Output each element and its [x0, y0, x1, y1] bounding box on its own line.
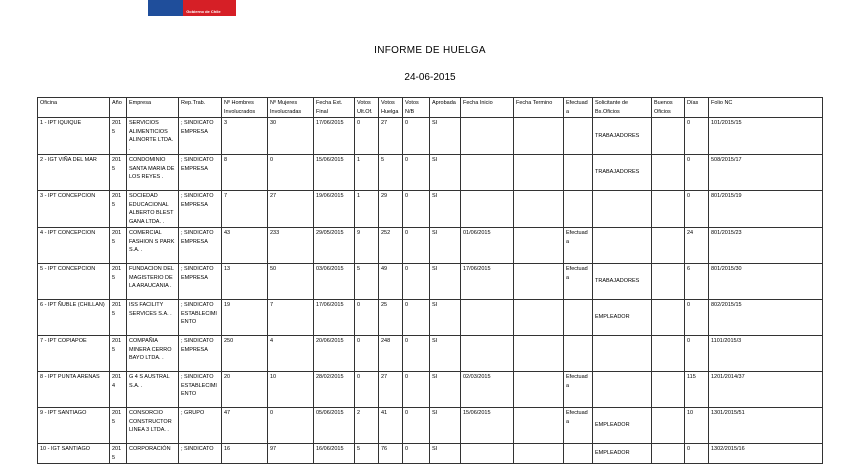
- table-cell: 7: [268, 300, 314, 336]
- table-cell: 10: [685, 408, 709, 444]
- table-cell: 1: [355, 191, 379, 228]
- column-header: Buenos Oficios: [652, 98, 685, 118]
- table-cell: [514, 408, 564, 444]
- table-cell: SI: [430, 300, 461, 336]
- table-cell: ; SINDICATO ESTABLECIMIENTO: [179, 300, 222, 336]
- table-cell: ; SINDICATO EMPRESA: [179, 336, 222, 372]
- table-cell: 01/06/2015: [461, 228, 514, 264]
- table-cell: 27: [268, 191, 314, 228]
- table-cell: [652, 372, 685, 408]
- column-header: Votos Ult.Of.: [355, 98, 379, 118]
- table-cell: 5: [379, 155, 403, 191]
- table-cell: [652, 191, 685, 228]
- table-cell: [461, 155, 514, 191]
- table-cell: [514, 191, 564, 228]
- table-cell: [461, 191, 514, 228]
- logo-blue-block: [148, 0, 183, 16]
- table-row: [38, 264, 823, 300]
- strike-report-table: [37, 97, 823, 464]
- table-cell: 1201/2014/37: [709, 372, 823, 408]
- table-cell: 0: [355, 336, 379, 372]
- table-cell: [461, 300, 514, 336]
- table-cell: 28/02/2015: [314, 372, 355, 408]
- table-row: [38, 408, 823, 444]
- table-cell: 6: [685, 264, 709, 300]
- table-cell: SI: [430, 155, 461, 191]
- column-header: Días: [685, 98, 709, 118]
- table-cell: 2: [355, 408, 379, 444]
- table-cell: 0: [403, 155, 430, 191]
- table-cell: 0: [403, 372, 430, 408]
- table-cell: EMPLEADOR: [593, 408, 652, 444]
- table-cell: TRABAJADORES: [593, 118, 652, 155]
- table-cell: 6 - IPT ÑUBLE (CHILLAN): [38, 300, 110, 336]
- table-cell: 0: [355, 372, 379, 408]
- table-cell: [652, 118, 685, 155]
- table-cell: 19/06/2015: [314, 191, 355, 228]
- table-cell: Efectuada: [564, 408, 593, 444]
- report-date: 24-06-2015: [404, 72, 456, 83]
- table-cell: 0: [403, 264, 430, 300]
- table-cell: 2014: [110, 372, 127, 408]
- table-cell: 10: [268, 372, 314, 408]
- table-cell: 2015: [110, 228, 127, 264]
- table-cell: 9 - IPT SANTIAGO: [38, 408, 110, 444]
- table-cell: CORPORACIÓN: [127, 444, 179, 464]
- table-cell: 49: [379, 264, 403, 300]
- table-cell: 0: [685, 155, 709, 191]
- column-header: Oficina: [38, 98, 110, 118]
- table-cell: [514, 155, 564, 191]
- column-header: Solicitante de Bs.Oficios: [593, 98, 652, 118]
- table-cell: 47: [222, 408, 268, 444]
- table-cell: SI: [430, 191, 461, 228]
- column-header: Rep.Trab.: [179, 98, 222, 118]
- table-cell: CONSORCIO CONSTRUCTOR LINEA 3 LTDA. .: [127, 408, 179, 444]
- table-row: [38, 155, 823, 191]
- table-cell: 0: [403, 300, 430, 336]
- table-row: [38, 300, 823, 336]
- table-cell: 233: [268, 228, 314, 264]
- table-cell: 8 - IPT PUNTA ARENAS: [38, 372, 110, 408]
- table-cell: 29/05/2015: [314, 228, 355, 264]
- column-header: Aprobada: [430, 98, 461, 118]
- table-cell: 1101/2015/3: [709, 336, 823, 372]
- table-cell: 0: [685, 118, 709, 155]
- table-cell: 02/03/2015: [461, 372, 514, 408]
- table-cell: 16/06/2015: [314, 444, 355, 464]
- table-cell: [593, 336, 652, 372]
- table-cell: [461, 118, 514, 155]
- table-cell: [593, 372, 652, 408]
- table-cell: 801/2015/30: [709, 264, 823, 300]
- table-cell: 17/06/2015: [314, 118, 355, 155]
- table-cell: 1302/2015/16: [709, 444, 823, 464]
- report-title: INFORME DE HUELGA: [374, 45, 486, 56]
- table-cell: [514, 118, 564, 155]
- table-cell: 508/2015/17: [709, 155, 823, 191]
- logo-red-block: [183, 0, 236, 16]
- column-header: Nº Hombres Involucrados: [222, 98, 268, 118]
- table-cell: 2015: [110, 264, 127, 300]
- table-cell: 5: [355, 444, 379, 464]
- table-cell: 2015: [110, 300, 127, 336]
- column-header: Empresa: [127, 98, 179, 118]
- table-cell: 1: [355, 155, 379, 191]
- table-cell: 25: [379, 300, 403, 336]
- column-header: Votos Huelga: [379, 98, 403, 118]
- table-cell: 16: [222, 444, 268, 464]
- table-cell: 19: [222, 300, 268, 336]
- table-cell: [652, 228, 685, 264]
- table-cell: 43: [222, 228, 268, 264]
- table-cell: 0: [355, 118, 379, 155]
- table-cell: 0: [268, 408, 314, 444]
- table-cell: 0: [685, 300, 709, 336]
- table-cell: SI: [430, 372, 461, 408]
- column-header: Efectuada: [564, 98, 593, 118]
- table-body: [38, 118, 823, 464]
- table-cell: ; SINDICATO EMPRESA: [179, 264, 222, 300]
- table-cell: 2015: [110, 118, 127, 155]
- table-cell: G 4 S AUSTRAL S.A. .: [127, 372, 179, 408]
- table-cell: 15/06/2015: [314, 155, 355, 191]
- table-cell: 10 - IGT SANTIAGO: [38, 444, 110, 464]
- table-cell: 250: [222, 336, 268, 372]
- column-header: Nº Mujeres Involucradas: [268, 98, 314, 118]
- table-cell: Efectuada: [564, 228, 593, 264]
- logo-text: Gobierno de Chile: [186, 9, 221, 14]
- table-cell: ; SINDICATO EMPRESA: [179, 155, 222, 191]
- table-cell: [652, 155, 685, 191]
- table-cell: 29: [379, 191, 403, 228]
- table-cell: 101/2015/15: [709, 118, 823, 155]
- table-cell: ; SINDICATO EMPRESA: [179, 191, 222, 228]
- table-cell: SOCIEDAD EDUCACIONAL ALBERTO BLEST GANA LTDA. .: [127, 191, 179, 228]
- table-cell: ; GRUPO: [179, 408, 222, 444]
- table-cell: [564, 300, 593, 336]
- table-cell: 5: [355, 264, 379, 300]
- table-cell: 1 - IPT IQUIQUE: [38, 118, 110, 155]
- table-cell: 2015: [110, 336, 127, 372]
- table-row: [38, 228, 823, 264]
- table-cell: SI: [430, 228, 461, 264]
- column-header: Fecha Termino: [514, 98, 564, 118]
- table-cell: [514, 264, 564, 300]
- table-cell: [514, 372, 564, 408]
- table-cell: 801/2015/23: [709, 228, 823, 264]
- table-row: [38, 118, 823, 155]
- table-header-row: [38, 98, 823, 118]
- table-cell: 17/06/2015: [461, 264, 514, 300]
- column-header: Votos N/B: [403, 98, 430, 118]
- table-cell: 802/2015/15: [709, 300, 823, 336]
- table-cell: 3 - IPT CONCEPCION: [38, 191, 110, 228]
- table-cell: 41: [379, 408, 403, 444]
- table-cell: 0: [403, 336, 430, 372]
- table-cell: 0: [403, 228, 430, 264]
- table-cell: 05/06/2015: [314, 408, 355, 444]
- table-row: [38, 372, 823, 408]
- table-cell: SI: [430, 408, 461, 444]
- table-cell: 5 - IPT CONCEPCION: [38, 264, 110, 300]
- table-cell: 03/06/2015: [314, 264, 355, 300]
- column-header: Folio NC: [709, 98, 823, 118]
- table-cell: Efectuada: [564, 264, 593, 300]
- table-cell: [564, 155, 593, 191]
- table-cell: [652, 300, 685, 336]
- table-cell: [514, 228, 564, 264]
- table-cell: 2 - IGT VIÑA DEL MAR: [38, 155, 110, 191]
- table-cell: [564, 118, 593, 155]
- table-cell: 20/06/2015: [314, 336, 355, 372]
- column-header: Año: [110, 98, 127, 118]
- table-cell: ; SINDICATO EMPRESA: [179, 228, 222, 264]
- column-header: Fecha Inicio: [461, 98, 514, 118]
- table-cell: 15/06/2015: [461, 408, 514, 444]
- table-cell: 0: [685, 444, 709, 464]
- table-cell: 0: [268, 155, 314, 191]
- table-cell: 24: [685, 228, 709, 264]
- table-cell: 248: [379, 336, 403, 372]
- table-cell: SI: [430, 336, 461, 372]
- table-cell: [652, 408, 685, 444]
- table-cell: SERVICIOS ALIMENTICIOS ALINORTE LTDA. .: [127, 118, 179, 155]
- table-cell: ; SINDICATO EMPRESA: [179, 118, 222, 155]
- table-cell: SI: [430, 118, 461, 155]
- table-cell: 27: [379, 118, 403, 155]
- table-cell: 2015: [110, 444, 127, 464]
- table-cell: SI: [430, 444, 461, 464]
- table-cell: 20: [222, 372, 268, 408]
- table-cell: COMERCIAL FASHION S PARK S.A. .: [127, 228, 179, 264]
- table-cell: TRABAJADORES: [593, 155, 652, 191]
- table-cell: 0: [355, 300, 379, 336]
- table-cell: 115: [685, 372, 709, 408]
- table-cell: 97: [268, 444, 314, 464]
- table-cell: 0: [403, 444, 430, 464]
- table-cell: COMPAÑIA MINERA CERRO BAYO LTDA. .: [127, 336, 179, 372]
- table-cell: 9: [355, 228, 379, 264]
- table-cell: 801/2015/19: [709, 191, 823, 228]
- table-cell: EMPLEADOR: [593, 444, 652, 464]
- table-cell: [564, 444, 593, 464]
- column-header: Fecha Ext. Final: [314, 98, 355, 118]
- table-cell: [652, 444, 685, 464]
- table-cell: 7: [222, 191, 268, 228]
- table-cell: 0: [403, 408, 430, 444]
- table-cell: 2015: [110, 408, 127, 444]
- gobierno-logo: [148, 0, 236, 16]
- table-cell: SI: [430, 264, 461, 300]
- table-cell: [514, 300, 564, 336]
- table-cell: EMPLEADOR: [593, 300, 652, 336]
- table-cell: [564, 191, 593, 228]
- table-cell: 50: [268, 264, 314, 300]
- table-cell: [593, 191, 652, 228]
- table-cell: 0: [685, 191, 709, 228]
- table-cell: ; SINDICATO ESTABLECIMIENTO: [179, 372, 222, 408]
- table-cell: FUNDACION DEL MAGISTERIO DE LA ARAUCANIA .: [127, 264, 179, 300]
- table-cell: 252: [379, 228, 403, 264]
- table-cell: 4: [268, 336, 314, 372]
- table-cell: 2015: [110, 155, 127, 191]
- table-cell: CONDOMINIO SANTA MARIA DE LOS REYES .: [127, 155, 179, 191]
- table-cell: 2015: [110, 191, 127, 228]
- table-cell: 76: [379, 444, 403, 464]
- table-row: [38, 444, 823, 464]
- table-cell: [652, 264, 685, 300]
- table-cell: 0: [685, 336, 709, 372]
- table-cell: 4 - IPT CONCEPCION: [38, 228, 110, 264]
- table-cell: Efectuada: [564, 372, 593, 408]
- table-row: [38, 191, 823, 228]
- table-cell: 7 - IPT COPIAPOE: [38, 336, 110, 372]
- table-cell: 1301/2015/51: [709, 408, 823, 444]
- table-cell: [514, 336, 564, 372]
- table-cell: [461, 444, 514, 464]
- table-cell: 13: [222, 264, 268, 300]
- table-cell: 0: [403, 118, 430, 155]
- table-cell: [461, 336, 514, 372]
- table-cell: [593, 228, 652, 264]
- table-cell: 30: [268, 118, 314, 155]
- table-cell: [564, 336, 593, 372]
- table-cell: 27: [379, 372, 403, 408]
- table-cell: 17/06/2015: [314, 300, 355, 336]
- table-cell: 8: [222, 155, 268, 191]
- table-cell: 3: [222, 118, 268, 155]
- table-cell: TRABAJADORES: [593, 264, 652, 300]
- table-cell: 0: [403, 191, 430, 228]
- table-row: [38, 336, 823, 372]
- table-cell: ; SINDICATO: [179, 444, 222, 464]
- table-cell: [652, 336, 685, 372]
- table-cell: ISS FACILITY SERVICES S.A. .: [127, 300, 179, 336]
- table-cell: [514, 444, 564, 464]
